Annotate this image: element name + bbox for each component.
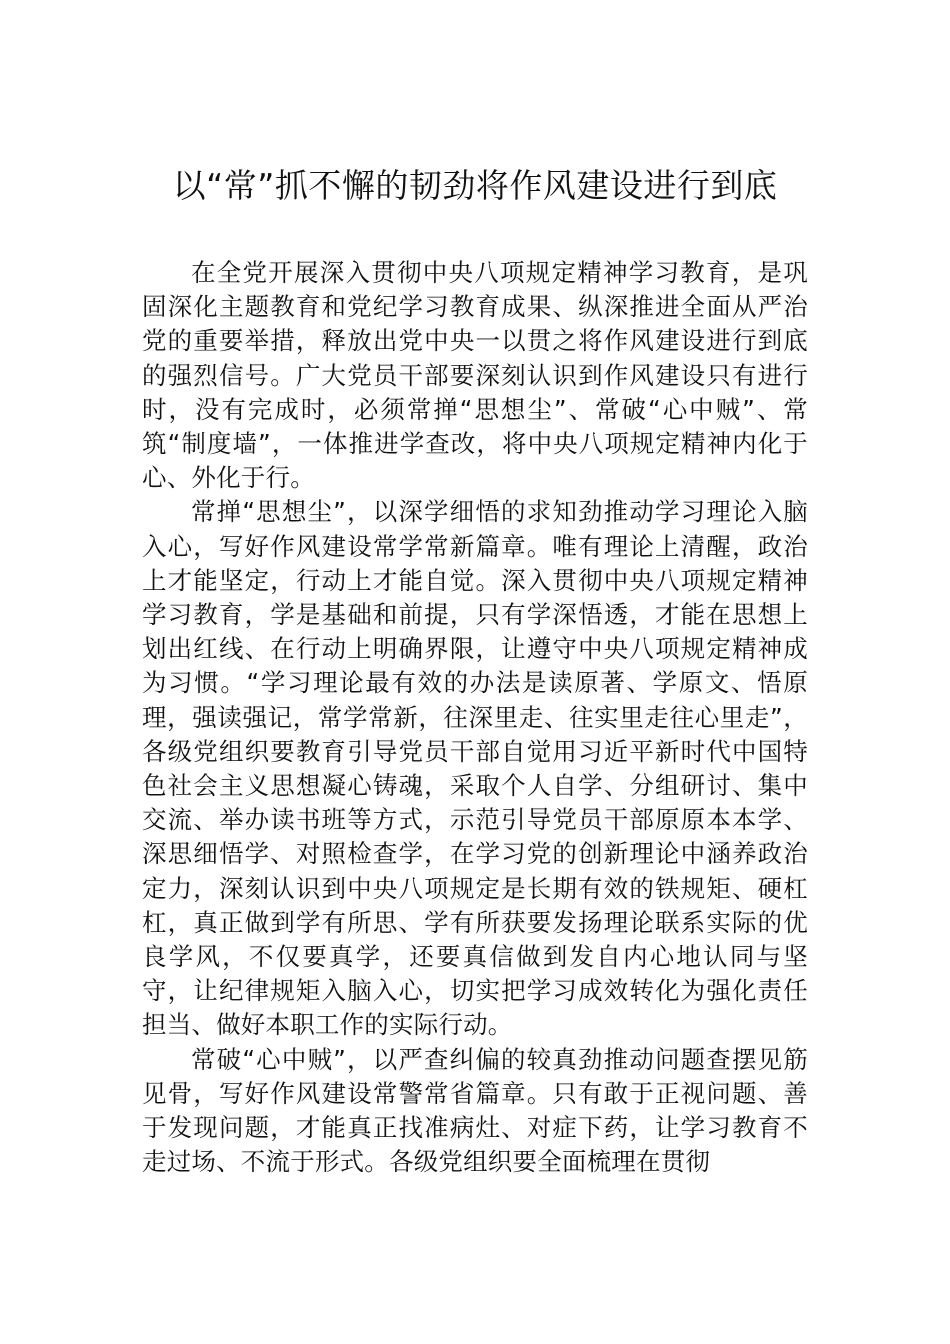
document-body — [142, 256, 808, 1179]
paragraph-heart-thief: 常破“心中贼”，以严查纠偏的较真劲推动问题查摆见筋见骨，写好作风建设常警常省篇章。只有敢于正视问题、善于发现问题，才能真正找准病灶、对症下药，让学习教育不走过场、不流于形式。各级党组织要全面梳理在贯彻 — [142, 1044, 808, 1177]
paragraph-thought-dust: 常掸“思想尘”，以深学细悟的求知劲推动学习理论入脑入心，写好作风建设常学常新篇章。唯有理论上清醒，政治上才能坚定，行动上才能自觉。深入贯彻中央八项规定精神学习教育，学是基础和前提，只有学深悟透，才能在思想上划出红线、在行动上明确界限，让遵守中央八项规定精神成为习惯。“学习理论最有效的办法是读原著、学原文、悟原理，强读强记，常学常新，往深里走、往实里走往心里走”，各级党组织要教育引导党员干部自觉用习近平新时代中国特色社会主义思想凝心铸魂，采取个人自学、分组研讨、集中交流、举办读书班等方式，示范引导党员干部原原本本学、深思细悟学、对照检查学，在学习党的创新理论中涵养政治定力，深刻认识到中央八项规定是长期有效的铁规矩、硬杠杠，真正做到学有所思、学有所获要发扬理论联系实际的优良学风，不仅要真学，还要真信做到发自内心地认同与坚守，让纪律规矩入脑入心，切实把学习成效转化为强化责任担当、做好本职工作的实际行动。 — [142, 497, 808, 1040]
document-title: 以“常”抓不懈的韧劲将作风建设进行到底 — [172, 166, 778, 205]
paragraph-intro: 在全党开展深入贯彻中央八项规定精神学习教育，是巩固深化主题教育和党纪学习教育成果、纵深推进全面从严治党的重要举措，释放出党中央一以贯之将作风建设进行到底的强烈信号。广大党员干部要深刻认识到作风建设只有进行时，没有完成时，必须常掸“思想尘”、常破“心中贼”、常筑“制度墙”，一体推进学查改，将中央八项规定精神内化于心、外化于行。 — [142, 258, 808, 493]
